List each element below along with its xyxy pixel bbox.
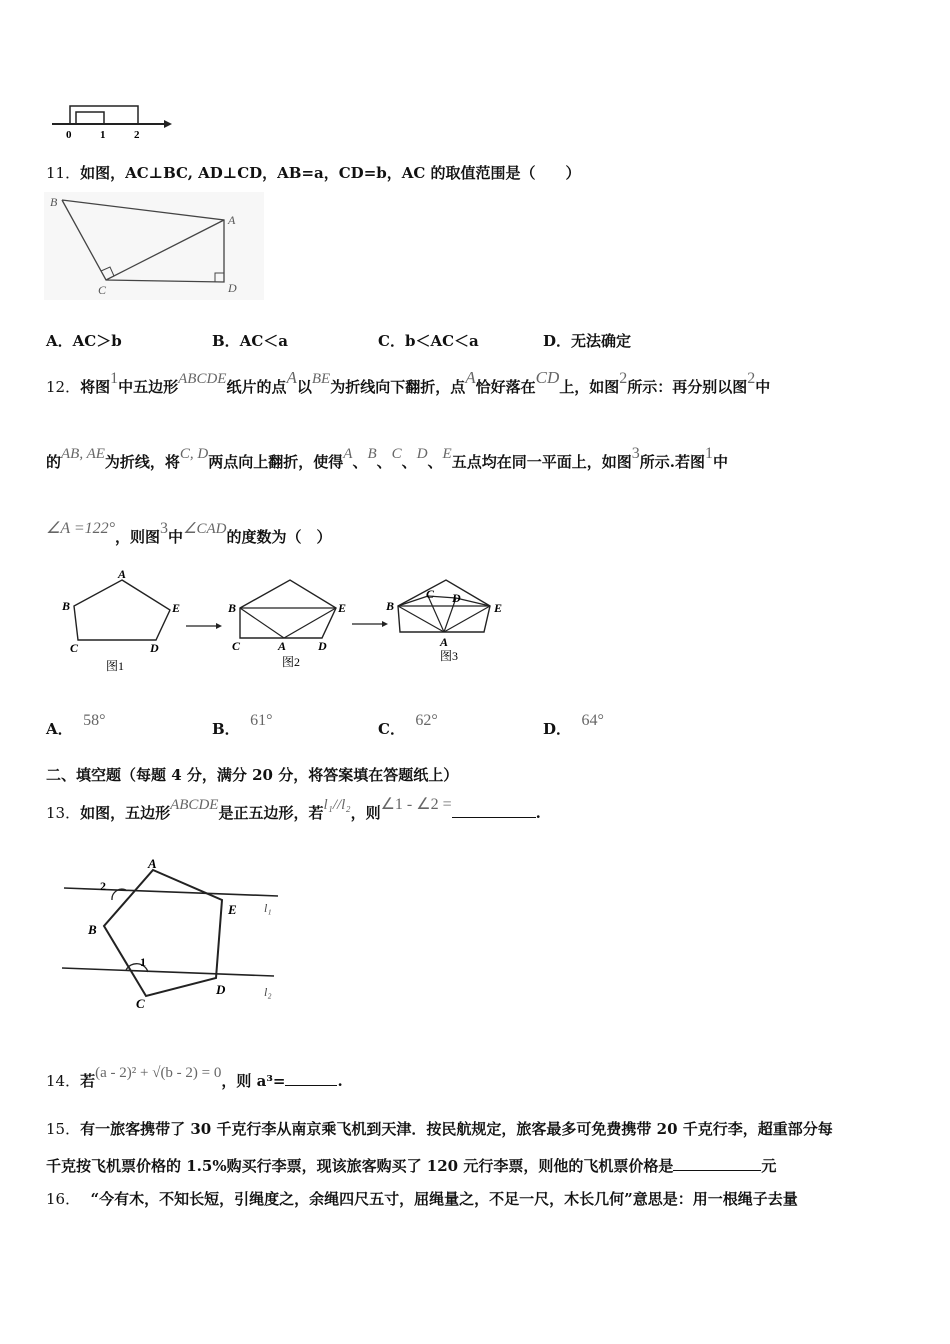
label-angle-1: 1 bbox=[140, 955, 146, 969]
q13-figure bbox=[58, 852, 288, 1012]
label-e: E bbox=[228, 902, 237, 917]
fig3-label-e: E bbox=[494, 601, 503, 615]
label-c: C bbox=[136, 996, 145, 1011]
fig2-label-e: E bbox=[338, 601, 347, 615]
question-14-stem: 14．若(a - 2)² + √(b - 2) = 0，则 a³= . bbox=[46, 1065, 343, 1090]
answer-blank[interactable] bbox=[285, 1071, 337, 1086]
label-c: C bbox=[98, 283, 107, 297]
question-15-line-1: 15．有一旅客携带了 30 千克行李从南京乘飞机到天津．按民航规定，旅客最多可免费携带 20 千克行李，超重部分每 bbox=[46, 1120, 833, 1138]
question-12-line-3: ∠A =122°，则图3中∠CAD的度数为（ ） bbox=[46, 520, 332, 546]
q12-option-b[interactable]: B． 61° bbox=[212, 712, 273, 738]
line-l2 bbox=[62, 968, 274, 976]
fig2-label-d: D bbox=[318, 639, 327, 653]
label-l1: l₁ bbox=[264, 901, 272, 915]
fig1-caption: 图1 bbox=[106, 659, 125, 673]
q12-option-d[interactable]: D． 64° bbox=[543, 712, 604, 738]
fig3-line-ea bbox=[444, 606, 490, 632]
fig3-label-b: B bbox=[386, 599, 395, 613]
question-text: 如图，AC⊥BC, AD⊥CD，AB=a，CD=b，AC 的取值范围是（ ） bbox=[80, 164, 581, 182]
fig3-line-ba bbox=[398, 606, 444, 632]
fig2-fold-ea bbox=[284, 608, 336, 638]
q11-option-d[interactable]: D．无法确定 bbox=[543, 332, 632, 350]
arrow-2-head bbox=[382, 621, 388, 627]
question-13-stem: 13．如图，五边形ABCDE是正五边形，若l₁//l₂，则∠1 - ∠2 = . bbox=[46, 796, 541, 822]
fig1-label-a: A bbox=[118, 567, 127, 581]
tick-0: 0 bbox=[66, 129, 72, 140]
fig2-label-b: B bbox=[228, 601, 237, 615]
fig1-label-b: B bbox=[62, 599, 71, 613]
fig2-caption: 图2 bbox=[282, 655, 301, 669]
axis-arrow bbox=[164, 120, 172, 128]
label-b: B bbox=[88, 922, 97, 937]
range-bracket-lower bbox=[76, 112, 104, 124]
line-l1 bbox=[64, 888, 278, 896]
fig3-label-d: D bbox=[452, 591, 461, 605]
q12-option-a[interactable]: A． 58° bbox=[46, 712, 106, 738]
q11-option-b[interactable]: B．AC＜a bbox=[212, 332, 288, 350]
fig1-label-e: E bbox=[172, 601, 181, 615]
fig1-pentagon bbox=[74, 580, 170, 640]
tick-1: 1 bbox=[100, 129, 106, 140]
label-l2: l₂ bbox=[264, 985, 272, 999]
answer-blank[interactable] bbox=[673, 1156, 761, 1171]
fig2-label-c: C bbox=[232, 639, 241, 653]
fig3-label-c: C bbox=[426, 587, 435, 601]
q12-option-c[interactable]: C． 62° bbox=[378, 712, 438, 738]
section-2-heading: 二、填空题（每题 4 分，满分 20 分，将答案填在答题纸上） bbox=[46, 766, 459, 784]
question-15-line-2: 千克按飞机票价格的 1.5%购买行李票，现该旅客购买了 120 元行李票，则他的飞机票价格是 元 bbox=[46, 1157, 777, 1175]
fig2-label-a: A bbox=[278, 639, 287, 653]
q11-figure bbox=[44, 192, 264, 300]
question-16-line-1: 16． “今有木，不知长短，引绳度之，余绳四尺五寸，屈绳量之，不足一尺，木长几何”意思是：用一根绳子去量 bbox=[46, 1190, 798, 1208]
arrow-1-head bbox=[216, 623, 222, 629]
label-a: A bbox=[228, 213, 236, 227]
label-a: A bbox=[148, 856, 157, 871]
label-angle-2: 2 bbox=[100, 879, 106, 893]
fig1-label-d: D bbox=[150, 641, 159, 655]
fig1-label-c: C bbox=[70, 641, 79, 655]
q11-option-c[interactable]: C．b＜AC＜a bbox=[378, 332, 479, 350]
tick-2: 2 bbox=[134, 129, 140, 140]
label-d: D bbox=[216, 982, 226, 997]
fig2-fold-ba bbox=[240, 608, 284, 638]
fig3-line-ca bbox=[428, 596, 444, 632]
question-11-stem bbox=[46, 162, 581, 183]
number-line-figure bbox=[48, 98, 178, 140]
q12-figures bbox=[56, 566, 516, 676]
answer-blank[interactable] bbox=[452, 803, 536, 818]
q11-option-a[interactable]: A．AC＞b bbox=[46, 332, 122, 350]
label-b: B bbox=[50, 195, 58, 209]
question-number: 11． bbox=[46, 164, 81, 182]
question-12-line-2: 的AB, AE为折线，将C, D两点向上翻折，使得A、B、C、D、E五点均在同一平面上，如图3所示.若图1中 bbox=[46, 445, 728, 471]
label-d: D bbox=[228, 281, 237, 295]
fig2-pentagon bbox=[240, 580, 336, 638]
fig3-line-de bbox=[456, 598, 490, 606]
question-12-line-1: 12．将图1中五边形ABCDE纸片的点A以BE为折线向下翻折，点A恰好落在CD上，如图2所示：再分别以图2中 bbox=[46, 368, 771, 396]
fig3-label-a: A bbox=[440, 635, 449, 649]
fig3-caption: 图3 bbox=[440, 649, 459, 663]
